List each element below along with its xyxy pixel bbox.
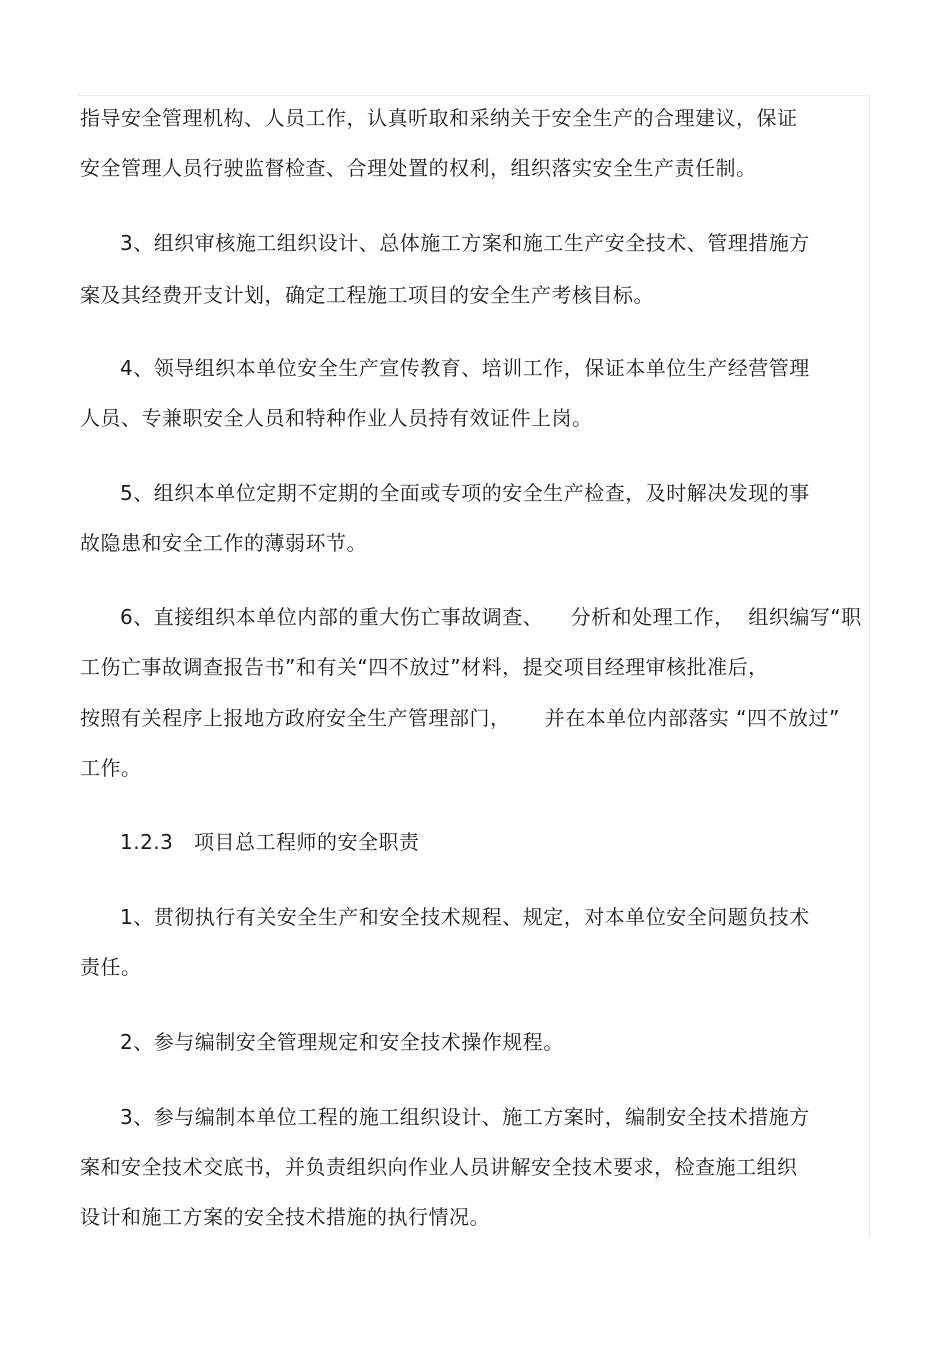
- text-line: 人员、专兼职安全人员和特种作业人员持有效证件上岗。: [80, 406, 593, 430]
- text-line: 工作。: [80, 756, 142, 780]
- text-line: 指导安全管理机构、人员工作，认真听取和采纳关于安全生产的合理建议，保证: [80, 106, 798, 130]
- text-line: 5、组织本单位定期不定期的全面或专项的安全生产检查，及时解决发现的事: [120, 481, 810, 505]
- text-line: 责任。: [80, 955, 142, 979]
- text-line: 故隐患和安全工作的薄弱环节。: [80, 531, 367, 555]
- text-line: 案和安全技术交底书，并负责组织向作业人员讲解安全技术要求，检查施工组织: [80, 1155, 798, 1179]
- section-heading: 1.2.3 项目总工程师的安全职责: [120, 830, 420, 854]
- text-line: 按照有关程序上报地方政府安全生产管理部门， 并在本单位内部落实 “四不放过”: [80, 706, 840, 730]
- text-line: 3、参与编制本单位工程的施工组织设计、施工方案时，编制安全技术措施方: [120, 1105, 810, 1129]
- text-line: 设计和施工方案的安全技术措施的执行情况。: [80, 1205, 490, 1229]
- text-line: 6、直接组织本单位内部的重大伤亡事故调查、 分析和处理工作， 组织编写“职: [120, 605, 862, 629]
- text-line: 3、组织审核施工组织设计、总体施工方案和施工生产安全技术、管理措施方: [120, 231, 810, 255]
- text-line: 案及其经费开支计划，确定工程施工项目的安全生产考核目标。: [80, 283, 654, 307]
- text-line: 2、参与编制安全管理规定和安全技术操作规程。: [120, 1030, 564, 1054]
- text-line: 工伤亡事故调查报告书”和有关“四不放过”材料，提交项目经理审核批准后，: [80, 655, 769, 679]
- text-line: 4、领导组织本单位安全生产宣传教育、培训工作，保证本单位生产经营管理: [120, 356, 810, 380]
- text-line: 安全管理人员行驶监督检查、合理处置的权利，组织落实安全生产责任制。: [80, 156, 757, 180]
- text-line: 1、贯彻执行有关安全生产和安全技术规程、规定，对本单位安全问题负技术: [120, 905, 810, 929]
